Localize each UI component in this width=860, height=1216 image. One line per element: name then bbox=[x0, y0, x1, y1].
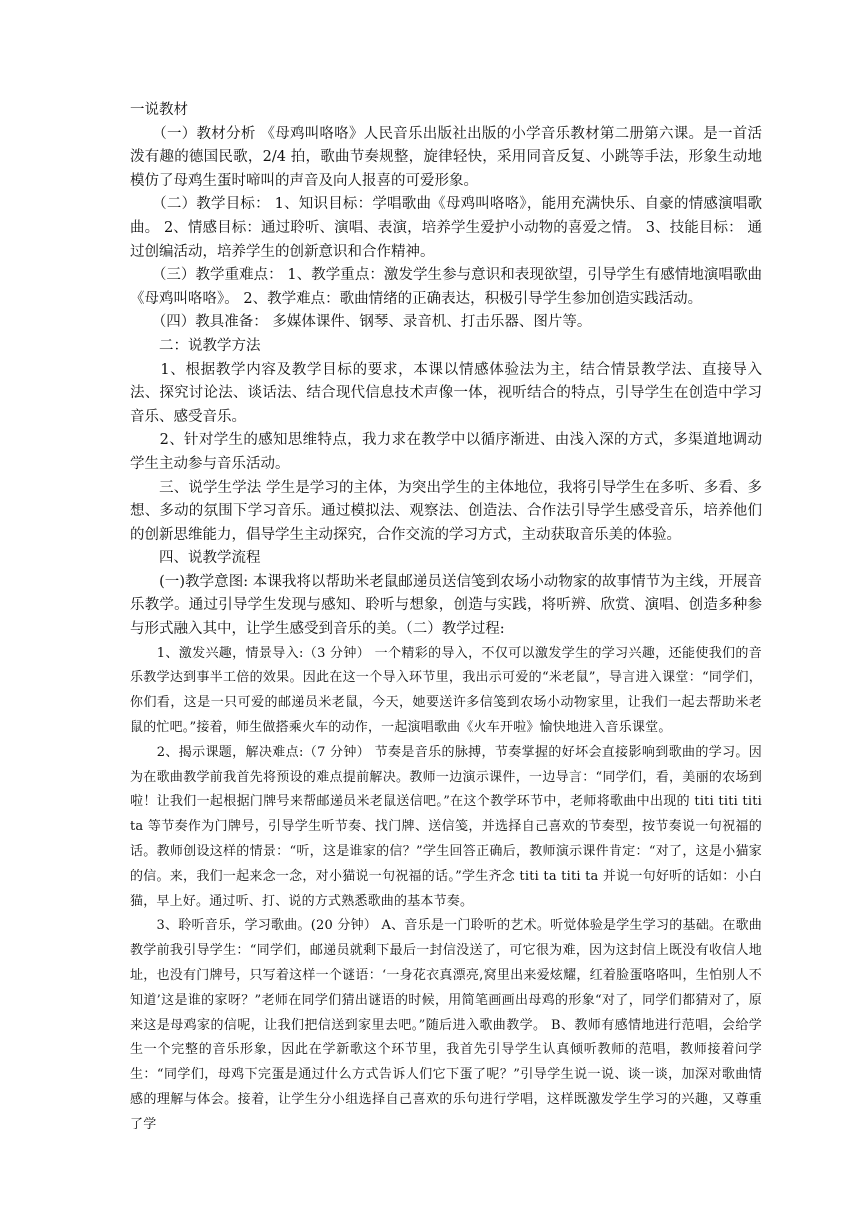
paragraph-key-points: （三）教学重难点： 1、教学重点：激发学生参与意识和表现欲望，引导学生有感情地演唱歌曲《母鸡叫咯咯》。 2、教学难点：歌曲情绪的正确表达，积极引导学生参加创造实践活动。 bbox=[130, 267, 762, 307]
paragraph-learning-methods: 三、说学生学法 学生是学习的主体，为突出学生的主体地位，我将引导学生在多听、多看、多想、多动的氛围下学习音乐。通过模拟法、观察法、创造法、合作法引导学生感受音乐，培养他们的创新思维能力，倡导学生主动探究，合作交流的学习方式，主动获取音乐美的体验。 bbox=[130, 479, 762, 543]
paragraph-step-2: 2、揭示课题，解决难点:（7 分钟） 节奏是音乐的脉搏，节奏掌握的好坏会直接影响到歌曲的学习。因为在歌曲教学前我首先将预设的难点提前解决。教师一边演示课件，一边导言：“同学们，看，美丽的农场到啦！让我们一起根据门牌号来帮邮递员米老鼠送信吧。”在这个教学环节中，老师将歌曲中出现的 titi titi titi ta 等节奏作为门牌号，引导学生听节奏、找门牌、送信笺，并选择自己喜欢的节奏型，按节奏说一句祝福的话。教师创设这样的情景：“听，这是谁家的信？”学生回答正确后，教师演示课件肯定：“对了，这是小猫家的信。来，我们一起来念一念，对小猫说一句祝福的话。”学生齐念 titi ta titi ta 并说一句好听的话如：小白猫，早上好。通过听、打、说的方式熟悉歌曲的基本节奏。 bbox=[130, 744, 762, 909]
paragraph-teaching-goals: （二）教学目标： 1、知识目标：学唱歌曲《母鸡叫咯咯》，能用充满快乐、自豪的情感演唱歌曲。 2、情感目标：通过聆听、演唱、表演，培养学生爱护小动物的喜爱之情。 3、技能目标： 通过创编活动，培养学生的创新意识和合作精神。 bbox=[130, 196, 762, 260]
paragraph-teaching-intent: (一)教学意图: 本课我将以帮助米老鼠邮递员送信笺到农场小动物家的故事情节为主线，开展音乐教学。通过引导学生发现与感知、聆听与想象，创造与实践，将听辨、欣赏、演唱、创造多种参与形式融入其中，让学生感受到音乐的美。（二）教学过程: bbox=[130, 573, 762, 638]
section-heading-methods: 二：说教学方法 bbox=[130, 337, 261, 354]
section-heading-process: 四、说教学流程 bbox=[130, 550, 261, 567]
paragraph-material-analysis: （一）教材分析 《母鸡叫咯咯》人民音乐出版社出版的小学音乐教材第二册第六课。是一首活泼有趣的德国民歌，2/4 拍，歌曲节奏规整，旋律轻快，采用同音反复、小跳等手法，形象生动地模仿了母鸡生蛋时啼叫的声音及向人报喜的可爱形象。 bbox=[130, 125, 762, 189]
document-body bbox=[130, 99, 762, 1138]
section-heading-textbook: 一说教材 bbox=[130, 102, 188, 118]
paragraph-method-1: 1、根据教学内容及教学目标的要求，本课以情感体验法为主，结合情景教学法、直接导入法、探究讨论法、谈话法、结合现代信息技术声像一体，视听结合的特点，引导学生在创造中学习音乐、感受音乐。 bbox=[130, 361, 762, 425]
paragraph-step-1: 1、激发兴趣，情景导入:（3 分钟） 一个精彩的导入，不仅可以激发学生的学习兴趣，还能使我们的音乐教学达到事半工倍的效果。因此在这一个导入环节里，我出示可爱的“米老鼠”，导言进入课堂：“同学们，你们看，这是一只可爱的邮递员米老鼠，今天，她要送许多信笺到农场小动物家里，让我们一起去帮助米老鼠的忙吧。”接着，师生做搭乘火车的动作，一起演唱歌曲《火车开啦》愉快地进入音乐课堂。 bbox=[130, 645, 762, 736]
paragraph-teaching-aids: （四）教具准备： 多媒体课件、钢琴、录音机、打击乐器、图片等。 bbox=[130, 314, 592, 331]
paragraph-step-3: 3、聆听音乐，学习歌曲。(20 分钟） A、音乐是一门聆听的艺术。听觉体验是学生学习的基础。在歌曲教学前我引导学生：“同学们，邮递员就剩下最后一封信没送了，可它很为难，因为这封信上既没有收信人地址，也没有门牌号，只写着这样一个谜语：‘一身花衣真漂亮,窝里出来爱炫耀，红着脸蛋咯咯叫，生怕别人不知道’这是谁的家呀？”老师在同学们猜出谜语的时候，用简笔画画出母鸡的形象“对了，同学们都猜对了，原来这是母鸡家的信呢，让我们把信送到家里去吧。”随后进入歌曲教学。 B、教师有感情地进行范唱，会给学生一个完整的音乐形象，因此在学新歌这个环节里，我首先引导学生认真倾听教师的范唱，教师接着问学生：“同学们，母鸡下完蛋是通过什么方式告诉人们它下蛋了呢？”引导学生说一说、谈一谈，加深对歌曲情感的理解与体会。接着，让学生分小组选择自己喜欢的乐句进行学唱，这样既激发学生学习的兴趣，又尊重了学 bbox=[130, 918, 762, 1132]
paragraph-method-2: 2、针对学生的感知思维特点，我力求在教学中以循序渐进、由浅入深的方式，多渠道地调动学生主动参与音乐活动。 bbox=[130, 432, 762, 472]
